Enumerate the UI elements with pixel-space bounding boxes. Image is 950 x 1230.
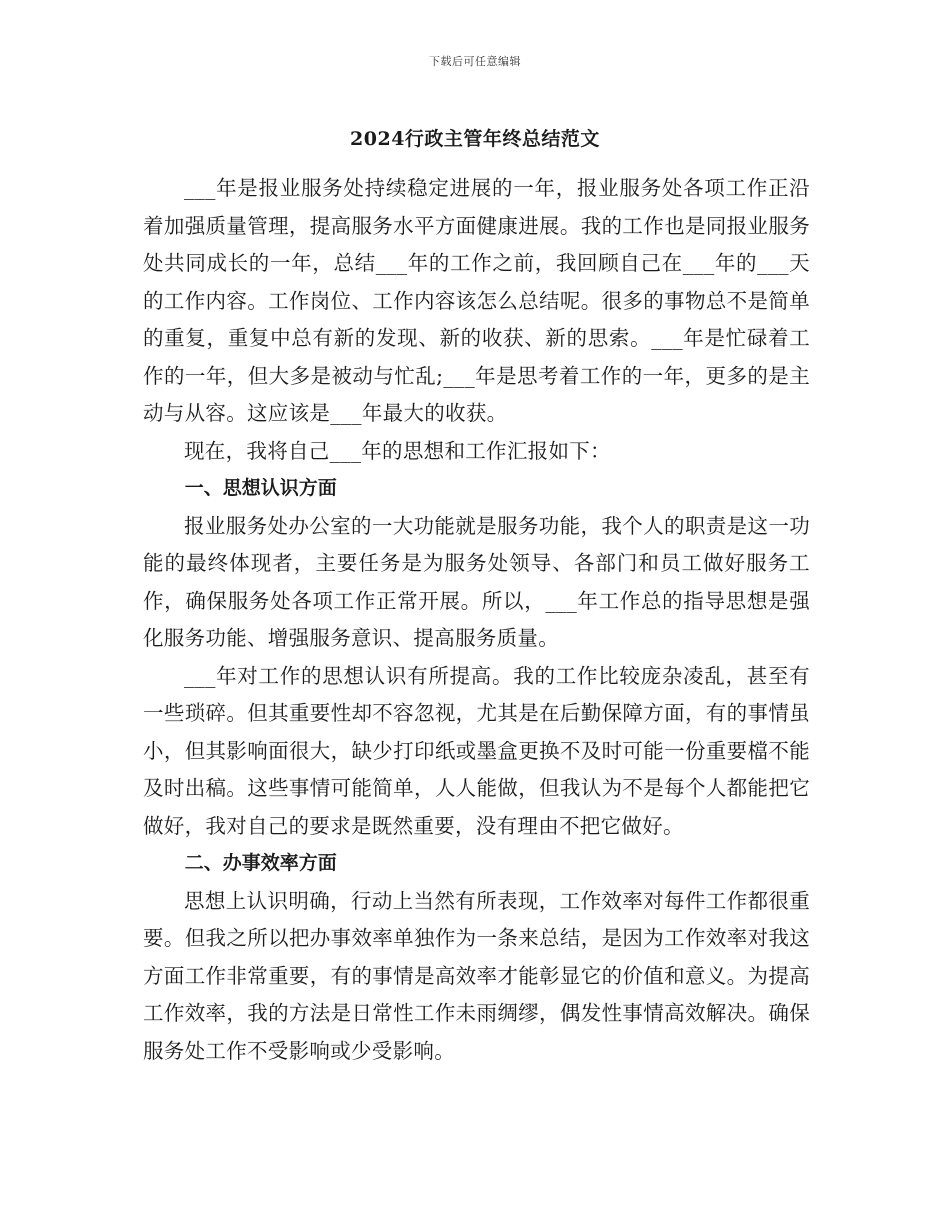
section-heading-thinking: 一、思想认识方面 (184, 477, 337, 499)
section-heading-efficiency: 二、办事效率方面 (184, 852, 337, 874)
header-note: 下载后可任意编辑 (429, 55, 521, 68)
paragraph-report-intro: 现在，我将自己___年的思想和工作汇报如下： (184, 438, 611, 463)
paragraph-intro: ___年是报业服务处持续稳定进展的一年，报业服务处各项工作正沿着加强质量管理，提高服务水平方面健康进展。我的工作也是同报业服务处共同成长的一年，总结___年的工作之前，我回顾自己在___年的___天的工作内容。工作岗位、工作内容该怎么总结呢。很多的事物总不是简单的重复，重复中总有新的发现、新的收获、新的思索。___年是忙碌着工作的一年，但大多是被动与忙乱;___年是思考着工作的一年，更多的是主动与从容。这应该是___年最大的收获。 (143, 176, 810, 425)
paragraph-service-function: 报业服务处办公室的一大功能就是服务功能，我个人的职责是这一功能的最终体现者，主要任务是为服务处领导、各部门和员工做好服务工作，确保服务处各项工作正常开展。所以，___年工作总的指导思想是强化服务功能、增强服务意识、提高服务质量。 (143, 513, 810, 650)
paragraph-efficiency: 思想上认识明确，行动上当然有所表现，工作效率对每件工作都很重要。但我之所以把办事效率单独作为一条来总结，是因为工作效率对我这方面工作非常重要，有的事情是高效率才能彰显它的价值和意义。为提高工作效率，我的方法是日常性工作未雨绸缪，偶发性事情高效解决。确保服务处工作不受影响或少受影响。 (143, 888, 810, 1063)
paragraph-work-awareness: ___年对工作的思想认识有所提高。我的工作比较庞杂凌乱，甚至有一些琐碎。但其重要性却不容忽视，尤其是在后勤保障方面，有的事情虽小，但其影响面很大，缺少打印纸或墨盒更换不及时可能一份重要檔不能及时出稿。这些事情可能简单，人人能做，但我认为不是每个人都能把它做好，我对自己的要求是既然重要，没有理由不把它做好。 (143, 663, 810, 838)
document-body (143, 170, 810, 1070)
document-title: 2024行政主管年终总结范文 (350, 128, 600, 150)
